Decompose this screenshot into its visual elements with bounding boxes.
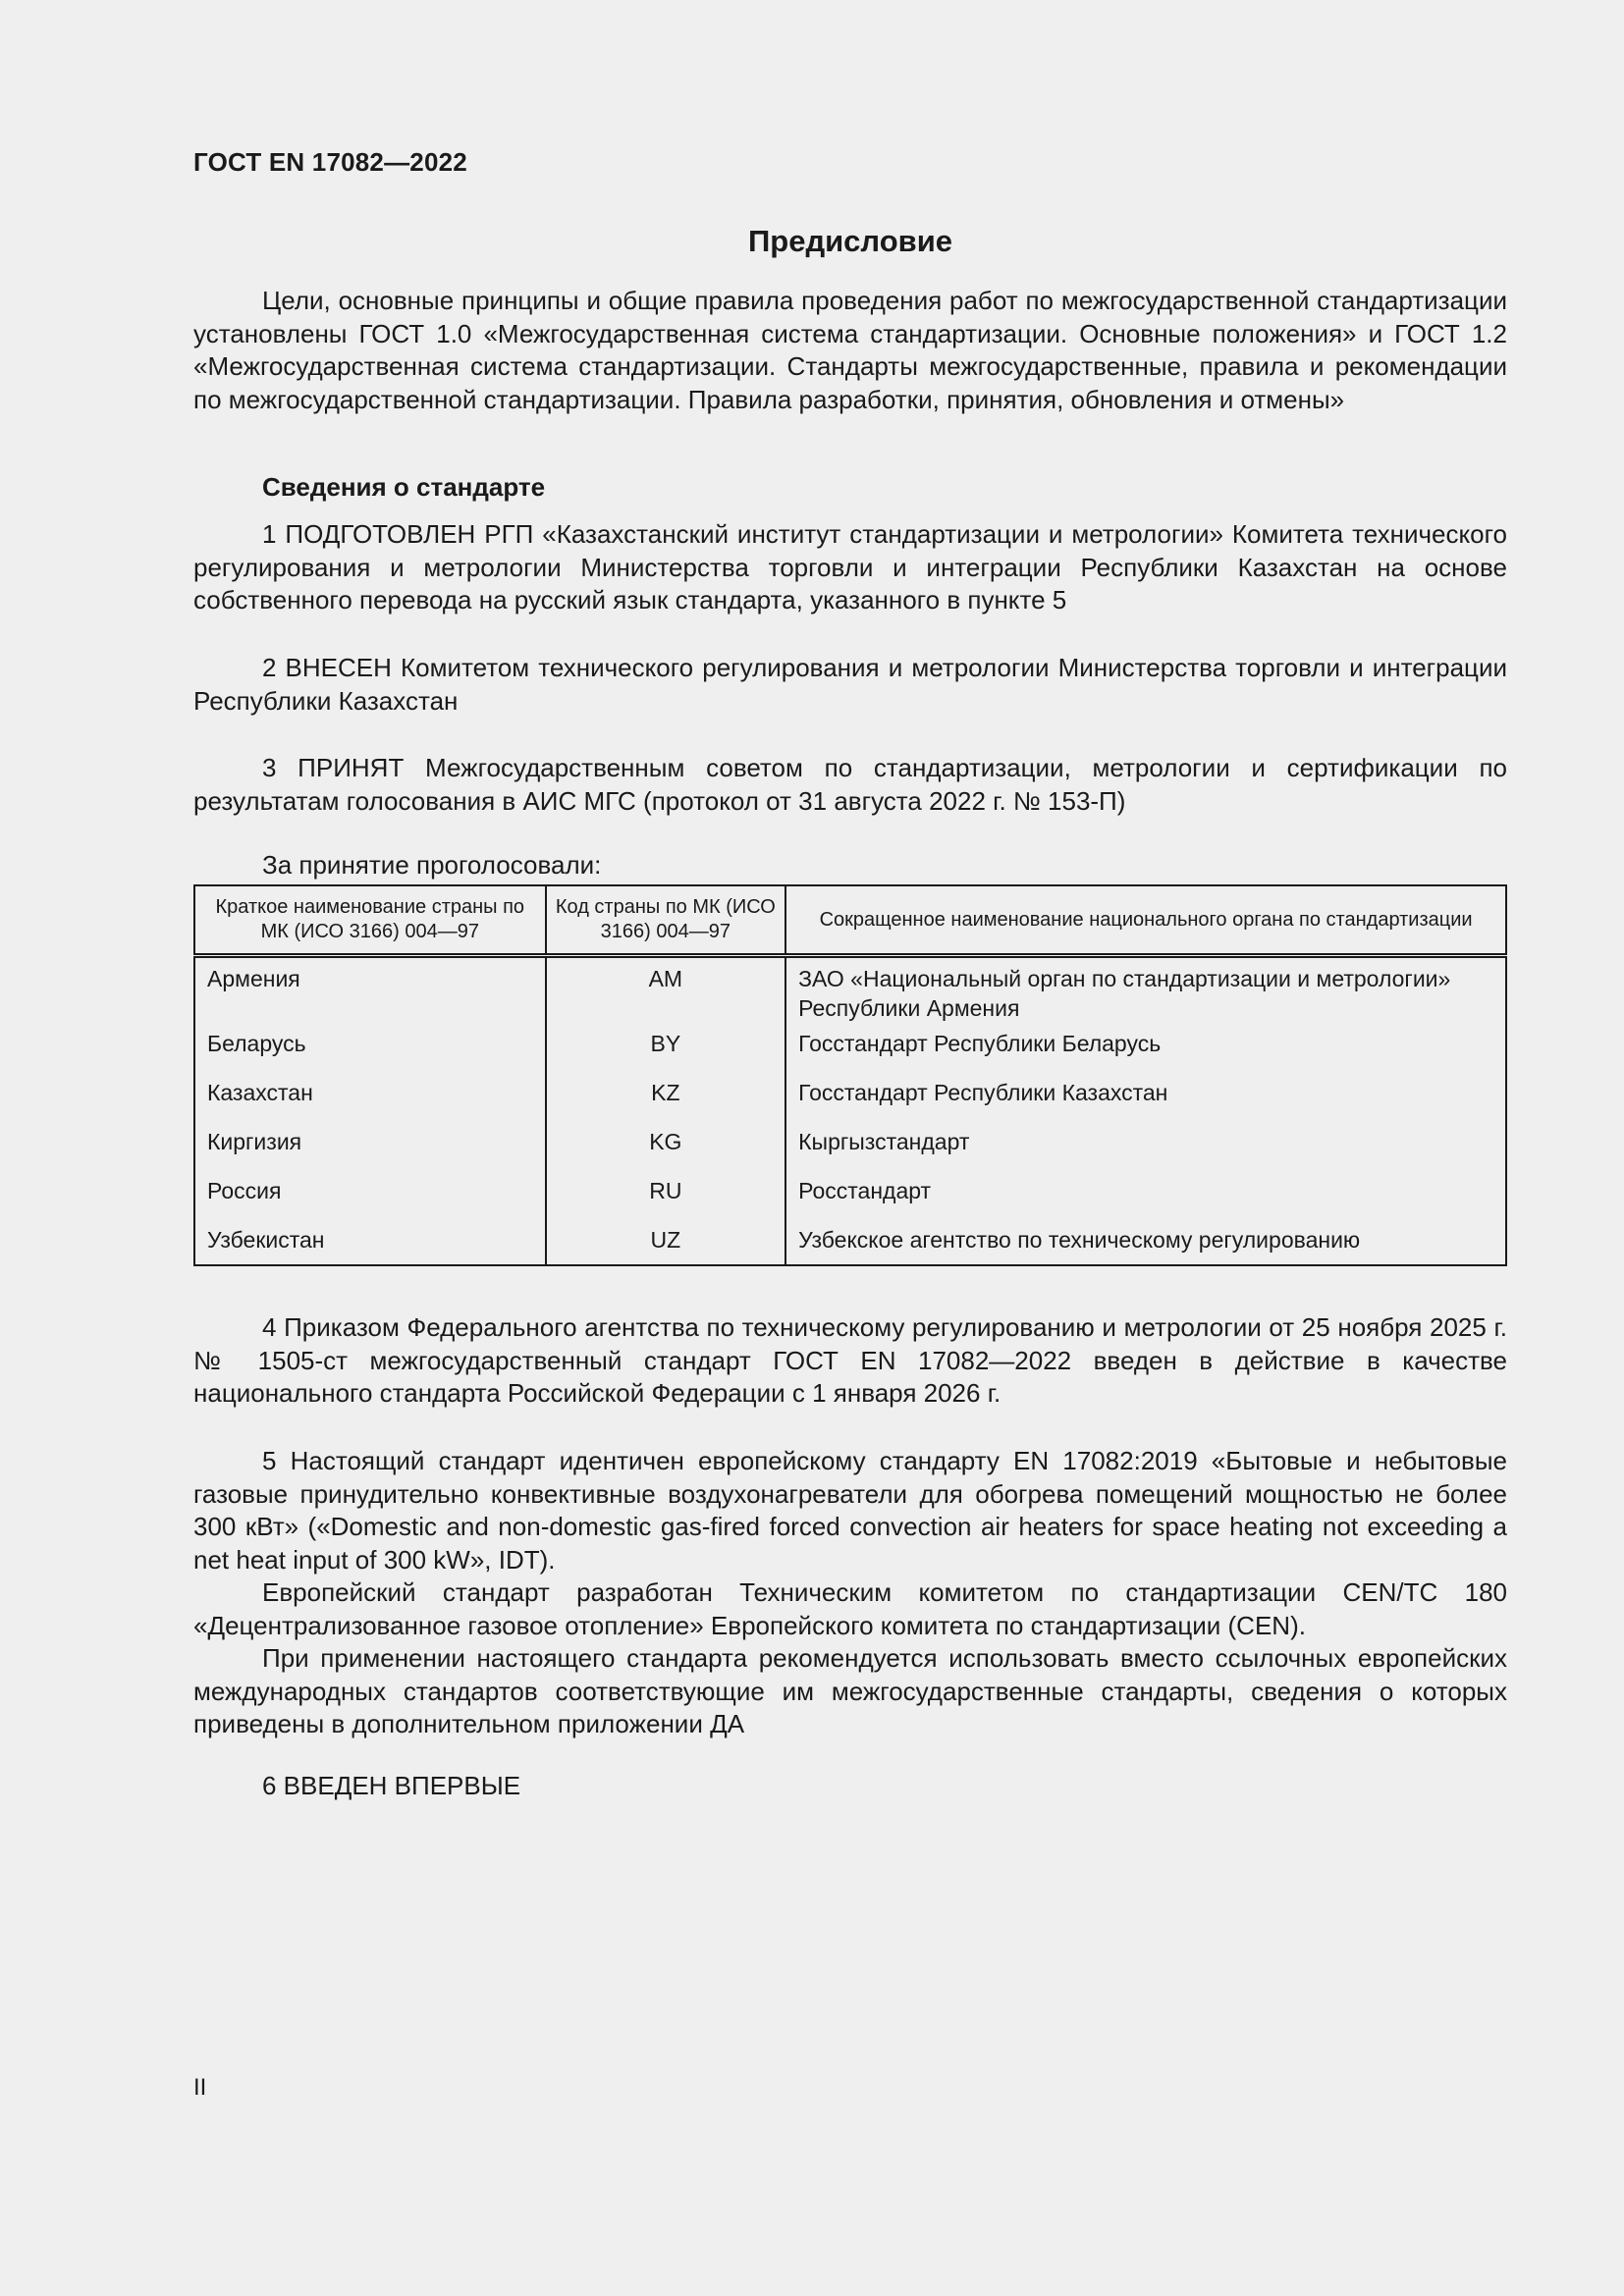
item-3-block bbox=[193, 752, 1507, 818]
item-4-paragraph: 4 Приказом Федерального агентства по техническому регулированию и метрологии от 25 ноября 2025 г. № 1505-ст межгосударственный стандарт ГОСТ EN 17082—2022 введен в действие в качестве национального стандарта Российской Федерации с 1 января 2026 г. bbox=[193, 1312, 1507, 1408]
item-2-paragraph: 2 ВНЕСЕН Комитетом технического регулирования и метрологии Министерства торговли и интеграции Республики Казахстан bbox=[193, 653, 1507, 716]
cell-country: Армения bbox=[194, 956, 546, 1024]
cell-agency: ЗАО «Национальный орган по стандартизации и метрологии» Республики Армения bbox=[785, 956, 1506, 1024]
document-code-header: ГОСТ EN 17082—2022 bbox=[193, 147, 467, 177]
table-row bbox=[194, 956, 1506, 1024]
cell-code: KZ bbox=[546, 1072, 786, 1121]
page-number: II bbox=[193, 2074, 207, 2101]
cell-country: Россия bbox=[194, 1170, 546, 1219]
item-1-block bbox=[193, 518, 1507, 617]
table-row bbox=[194, 1170, 1506, 1219]
header-agency: Сокращенное наименование национального органа по стандартизации bbox=[785, 885, 1506, 956]
cell-country: Беларусь bbox=[194, 1023, 546, 1072]
cell-agency: Госстандарт Республики Казахстан bbox=[785, 1072, 1506, 1121]
cell-agency: Росстандарт bbox=[785, 1170, 1506, 1219]
table-row bbox=[194, 1072, 1506, 1121]
item-1-paragraph: 1 ПОДГОТОВЛЕН РГП «Казахстанский институт стандартизации и метрологии» Комитета технического регулирования и метрологии Министерства торговли и интеграции Республики Казахстан на основе собственного перевода на русский язык стандарта, указанного в пункте 5 bbox=[193, 519, 1507, 614]
item-5-paragraph-2: Европейский стандарт разработан Техническим комитетом по стандартизации CEN/TC 180 «Децентрализованное газовое отопление» Европейского комитета по стандартизации (CEN). bbox=[193, 1577, 1507, 1640]
voting-table bbox=[193, 884, 1507, 1266]
intro-block bbox=[193, 285, 1507, 416]
table-row bbox=[194, 1023, 1506, 1072]
header-code: Код страны по МК (ИСО 3166) 004—97 bbox=[546, 885, 786, 956]
cell-agency: Кыргызстандарт bbox=[785, 1121, 1506, 1170]
header-country: Краткое наименование страны по МК (ИСО 3166) 004—97 bbox=[194, 885, 546, 956]
cell-code: AM bbox=[546, 956, 786, 1024]
cell-code: RU bbox=[546, 1170, 786, 1219]
cell-agency: Узбекское агентство по техническому регулированию bbox=[785, 1219, 1506, 1265]
table-row bbox=[194, 1219, 1506, 1265]
intro-paragraph: Цели, основные принципы и общие правила проведения работ по межгосударственной стандартизации установлены ГОСТ 1.0 «Межгосударственная система стандартизации. Основные положения» и ГОСТ 1.2 «Межгосударственная система стандартизации. Стандарты межгосударственные, правила и рекомендации по межгосударственной стандартизации. Правила разработки, принятия, обновления и отмены» bbox=[193, 286, 1507, 414]
item-2-block bbox=[193, 652, 1507, 718]
cell-country: Узбекистан bbox=[194, 1219, 546, 1265]
item-3-paragraph: 3 ПРИНЯТ Межгосударственным советом по стандартизации, метрологии и сертификации по результатам голосования в АИС МГС (протокол от 31 августа 2022 г. № 153-П) bbox=[193, 753, 1507, 816]
item-6-paragraph: 6 ВВЕДЕН ВПЕРВЫЕ bbox=[262, 1771, 521, 1800]
page-title: Предисловие bbox=[747, 224, 952, 258]
item-6-block bbox=[193, 1770, 1507, 1803]
item-5-paragraph-3: При применении настоящего стандарта рекомендуется использовать вместо ссылочных европейских международных стандартов соответствующие им межгосударственные стандарты, сведения о которых приведены в дополнительном приложении ДА bbox=[193, 1643, 1507, 1738]
section-heading: Сведения о стандарте bbox=[262, 472, 546, 502]
cell-country: Казахстан bbox=[194, 1072, 546, 1121]
vote-label: За принятие проголосовали: bbox=[262, 850, 602, 880]
item-5-paragraph: 5 Настоящий стандарт идентичен европейскому стандарту EN 17082:2019 «Бытовые и небытовые газовые принудительно конвективные воздухонагреватели для обогрева помещений мощностью не более 300 кВт» («Domestic and non-domestic gas-fired forced convection air heaters for space heating not exceeding a net heat input of 300 kW», IDT). bbox=[193, 1446, 1507, 1575]
item-5-block bbox=[193, 1445, 1507, 1741]
table-header-row bbox=[194, 885, 1506, 956]
item-4-block bbox=[193, 1311, 1507, 1411]
cell-code: UZ bbox=[546, 1219, 786, 1265]
cell-code: KG bbox=[546, 1121, 786, 1170]
document-page bbox=[193, 0, 1507, 2296]
table-row bbox=[194, 1121, 1506, 1170]
cell-country: Киргизия bbox=[194, 1121, 546, 1170]
cell-code: BY bbox=[546, 1023, 786, 1072]
cell-agency: Госстандарт Республики Беларусь bbox=[785, 1023, 1506, 1072]
